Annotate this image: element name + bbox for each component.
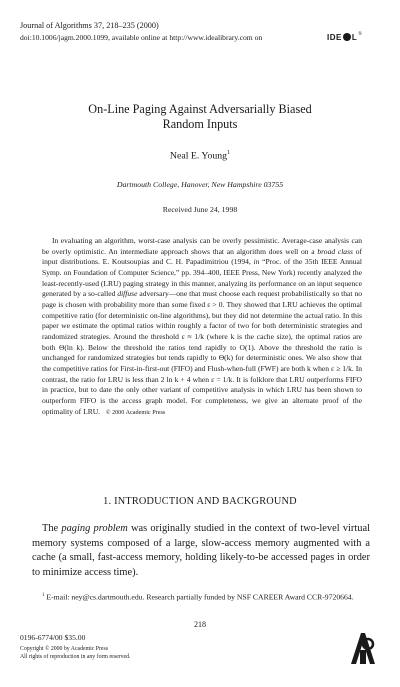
abstract-text-1: In evaluating an algorithm, worst-case analysis can be overly pessimistic. Average-case analysis can be overly optimistic. An intermediate approach shows that an algorithm does well on a [42,236,362,256]
received-date: Received June 24, 1998 [162,205,238,214]
abstract-text-3: “Proc. of the 35th IEEE Annual Symp. on Foundation of Computer Science,” pp. 394–400, IEEE Press, New York) recently analyzed the least-recently-used (LRU) paging strategy in this manner, analyzing its performance on an input sequence generated by a so-called [42,257,362,299]
ideal-logo-text: IDE [327,32,342,42]
title-line-1: On-Line Paging Against Adversarially Biased [88,102,312,116]
section-heading: 1. INTRODUCTION AND BACKGROUND [103,496,297,507]
author [40,150,360,161]
academic-press-logo-icon [348,630,378,666]
title-line-2: Random Inputs [162,117,238,131]
intro-emphasis: paging problem [61,523,128,534]
ideal-logo [327,31,362,43]
ideal-logo-tail: L [351,32,358,42]
abstract-emphasis-2: in [253,257,260,267]
abstract-text-4: adversary—one that must choose each request probabilistically so that no page is chosen with probability more than some fixed ε > 0. They showed that LRU achieves the optimal competitive ratio (for deterministic on-line algorithms), but they did not determine the actual ratio. In this paper we estimate the optimal ratios within roughly a factor of two for both deterministic strategies and randomized strategies. Around the threshold ε ≈ 1/k (where k is the cache size), the optimal ratios are both Θ(ln k). Below the threshold the ratios tend rapidly to O(1). Above the threshold the ratio is unchanged for randomized strategies but tends rapidly to Θ(k) for deterministic ones. We also show that the competitive ratios for First-in-first-out (FIFO) and Flush-when-full (FWF) are both k when ε ≥ 1/k. In contrast, the ratio for LRU is less than 2 ln k + 4 when ε = 1/k. It is folklore that LRU outperforms FIFO in practice, but to date the only other variant of competitive analysis in which LRU has been shown to outperform FIFO is the access graph model. For completeness, we give an alternate proof of the optimality of LRU. [42,289,363,416]
abstract-emphasis-1: broad class [317,246,353,256]
abstract-copyright: © 2000 Academic Press [105,408,166,416]
intro-paragraph [32,522,370,580]
copyright-line-2: All rights of reproduction in any form reserved. [20,654,131,660]
intro-text-2: was originally studied in the context of two-level virtual memory systems composed of a large, slow-access memory augmented with a cache (a small, fast-access memory, holding likely-to-be accessed pages in order to minimize access time). [32,523,370,578]
footnote-text: E-mail: ney@cs.dartmouth.edu. Research partially funded by NSF CAREER Award CCR-9720664. [44,592,354,602]
author-footnote-mark: 1 [227,150,231,156]
intro-text-1: The [42,523,62,534]
affiliation: Dartmouth College, Hanover, New Hampshire 03755 [116,180,284,189]
abstract [42,236,362,418]
footnote [32,590,370,603]
abstract-text-2: of input distributions. E. Koutsoupias and C. H. Papadimitriou (1994, [42,246,362,267]
page-number: 218 [194,620,206,629]
price-code: 0196-6774/00 $35.00 [20,633,86,642]
footnote-mark: 1 [42,593,45,598]
ideal-logo-mark-icon [343,33,351,41]
publisher-copyright [20,645,130,661]
doi-line: doi:10.1006/jagm.2000.1099, available online at http://www.idealibrary.com on [20,33,263,42]
author-name: Neal E. Young [169,150,228,162]
registered-mark: ® [358,31,363,37]
journal-citation: Journal of Algorithms 37, 218–235 (2000) [20,21,159,30]
abstract-emphasis-3: diffuse [117,289,138,299]
paper-title [40,102,360,132]
copyright-line-1: Copyright © 2000 by Academic Press [20,646,108,652]
